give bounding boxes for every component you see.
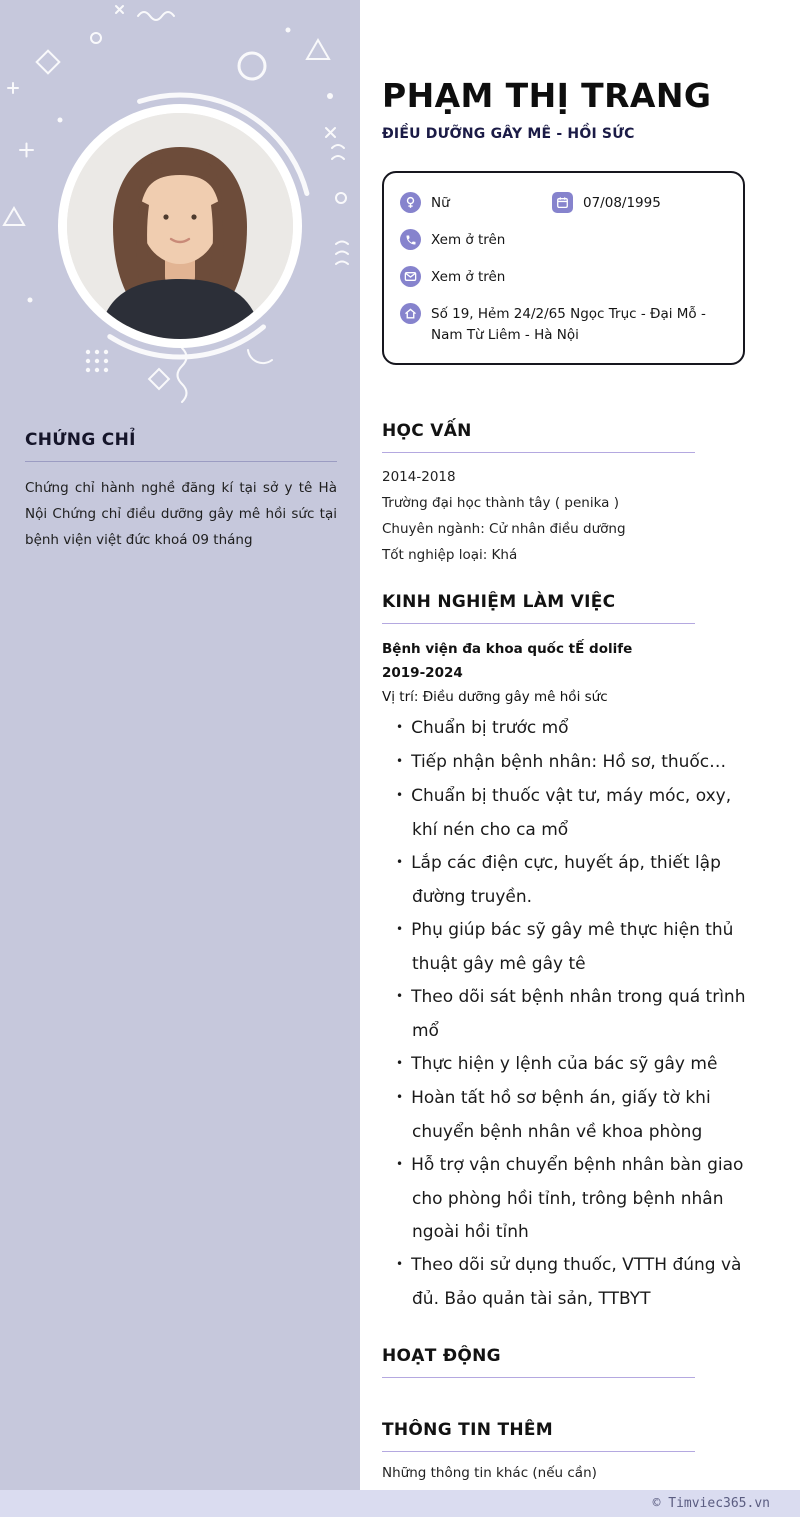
main-column <box>382 0 748 1481</box>
experience-bullet-list <box>382 712 748 1316</box>
certificates-text: Chứng chỉ hành nghề đăng kí tại sở y tê Hà Nội Chứng chỉ điều dưỡng gây mê hồi sức tại bệnh viện việt đức khoá 09 tháng <box>25 480 337 548</box>
female-icon <box>400 192 421 213</box>
experience-period: 2019-2024 <box>382 665 463 681</box>
education-period: 2014-2018 <box>382 469 456 485</box>
home-icon <box>400 303 421 324</box>
experience-bullet: • Thực hiện y lệnh của bác sỹ gây mê <box>382 1048 748 1082</box>
sidebar <box>0 0 360 1490</box>
education-section <box>382 421 748 568</box>
phone-value: Xem ở trên <box>431 232 506 248</box>
phone-icon <box>400 229 421 250</box>
experience-bullet: • Tiếp nhận bệnh nhân: Hồ sơ, thuốc… <box>382 746 748 780</box>
footer-copyright: © Timviec365.vn <box>652 1496 770 1511</box>
experience-section <box>382 592 748 1316</box>
dob-field <box>552 192 661 214</box>
experience-bullet: • Hoàn tất hồ sơ bệnh án, giấy tờ khi chuyển bệnh nhân về khoa phòng <box>382 1082 748 1149</box>
gender-value: Nữ <box>431 195 450 211</box>
additional-info-section <box>382 1420 748 1481</box>
education-grade: Tốt nghiệp loại: Khá <box>382 547 518 563</box>
additional-info-heading: THÔNG TIN THÊM <box>382 1420 695 1452</box>
address-field <box>400 303 729 346</box>
profile-photo <box>67 113 293 339</box>
experience-bullet: • Chuẩn bị thuốc vật tư, máy móc, oxy, khí nén cho ca mổ <box>382 780 748 847</box>
experience-position: Vị trí: Điều dưỡng gây mê hồi sức <box>382 689 608 705</box>
profile-photo-frame <box>58 104 302 348</box>
experience-bullet: • Phụ giúp bác sỹ gây mê thực hiện thủ thuật gây mê gây tê <box>382 914 748 981</box>
activities-section <box>382 1346 748 1378</box>
education-heading: HỌC VẤN <box>382 421 695 453</box>
experience-bullet: • Theo dõi sử dụng thuốc, VTTH đúng và đủ. Bảo quản tài sản, TTBYT <box>382 1249 748 1316</box>
footer-bar <box>0 1490 800 1517</box>
phone-field <box>400 229 505 251</box>
gender-field <box>400 192 552 214</box>
job-title: ĐIỀU DƯỠNG GÂY MÊ - HỒI SỨC <box>382 126 635 142</box>
additional-info-note: Những thông tin khác (nếu cần) <box>382 1465 597 1481</box>
email-value: Xem ở trên <box>431 269 506 285</box>
experience-bullet: • Hỗ trợ vận chuyển bệnh nhân bàn giao cho phòng hồi tỉnh, trông bệnh nhân ngoài hồi tỉnh <box>382 1149 748 1249</box>
mail-icon <box>400 266 421 287</box>
activities-heading: HOẠT ĐỘNG <box>382 1346 695 1378</box>
experience-heading: KINH NGHIỆM LÀM VIỆC <box>382 592 695 624</box>
experience-bullet: • Lắp các điện cực, huyết áp, thiết lập đường truyền. <box>382 847 748 914</box>
contact-card <box>382 171 745 365</box>
certificates-heading: CHỨNG CHỈ <box>25 430 337 462</box>
calendar-icon <box>552 192 573 213</box>
email-field <box>400 266 505 288</box>
education-school: Trường đại học thành tây ( penika ) <box>382 495 619 511</box>
experience-bullet: • Theo dõi sát bệnh nhân trong quá trình mổ <box>382 981 748 1048</box>
experience-bullet: • Chuẩn bị trước mổ <box>382 712 748 746</box>
candidate-name: PHẠM THỊ TRANG <box>382 76 712 115</box>
dob-value: 07/08/1995 <box>583 195 661 211</box>
education-major: Chuyên ngành: Cử nhân điều dưỡng <box>382 521 626 537</box>
address-value: Số 19, Hẻm 24/2/65 Ngọc Trục - Đại Mỗ - Nam Từ Liêm - Hà Nội <box>431 306 706 343</box>
experience-company: Bệnh viện đa khoa quốc tẾ dolife <box>382 641 633 657</box>
sidebar-content <box>25 430 337 553</box>
portrait-illustration <box>67 113 293 339</box>
